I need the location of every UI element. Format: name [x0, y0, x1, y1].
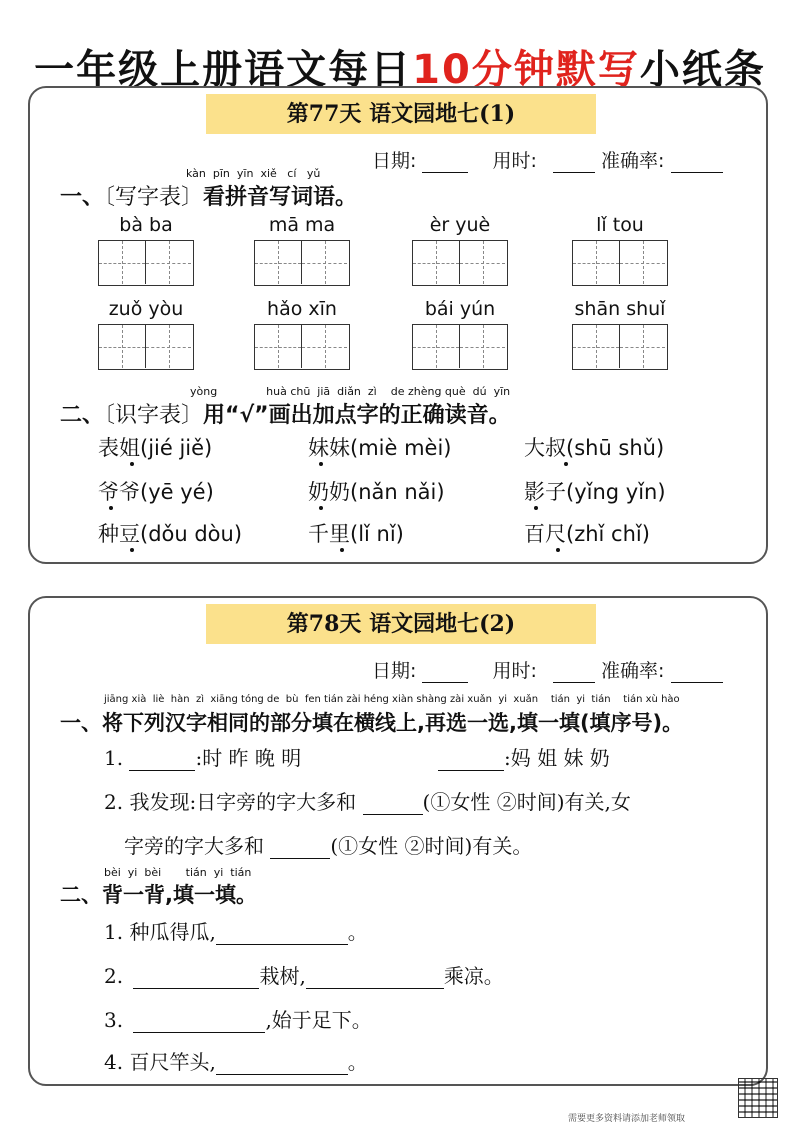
day78-meta-row	[372, 656, 723, 683]
answer-blank[interactable]	[133, 968, 259, 989]
reading-choice[interactable]: 千里(lǐ nǐ)	[308, 522, 404, 546]
word-pinyin: shān shuǐ	[574, 298, 666, 320]
word-grid[interactable]	[412, 324, 508, 370]
date-field[interactable]	[422, 662, 468, 683]
word-grid[interactable]	[572, 240, 668, 286]
word-pinyin: zuǒ yòu	[108, 298, 184, 320]
day77-section2-title: 二、〔识字表〕用“√”画出加点字的正确读音。	[60, 403, 511, 428]
time-field[interactable]	[553, 152, 595, 173]
recite-q3: 3. ,始于足下。	[104, 1008, 372, 1032]
emphasis-dot	[564, 462, 568, 466]
date-field[interactable]	[422, 152, 468, 173]
q1-row-right: :妈 姐 妹 奶	[438, 742, 610, 771]
answer-blank[interactable]	[133, 1012, 265, 1033]
word-grid[interactable]	[572, 324, 668, 370]
emphasis-dot	[130, 548, 134, 552]
title-prefix: 一年级上册语文每日	[34, 47, 413, 93]
day78-section1-title: 一、将下列汉字相同的部分填在横线上,再选一选,填一填(填序号)。	[60, 711, 684, 735]
word-grid[interactable]	[412, 240, 508, 286]
word-grid[interactable]	[98, 324, 194, 370]
title-suffix: 小纸条	[639, 47, 766, 93]
word-pinyin: bái yún	[424, 298, 496, 320]
day78-banner: 第78天 语文园地七(2)	[206, 604, 596, 644]
word-grid[interactable]	[98, 240, 194, 286]
section2-title-pinyin: bèi yi bèi tián yi tián	[104, 866, 252, 879]
accuracy-label: 准确率:	[601, 150, 665, 172]
reading-choice[interactable]: 影子(yǐng yǐn)	[524, 480, 666, 504]
day77-meta-row	[372, 146, 723, 173]
q2-row: 2. 我发现:日字旁的字大多和 (①女性 ②时间)有关,女	[104, 790, 631, 814]
answer-blank[interactable]	[216, 924, 348, 945]
day77-section1-title: 一、〔写字表〕看拼音写词语。	[60, 185, 358, 210]
word-pinyin: hǎo xīn	[267, 298, 337, 320]
section1-title-pinyin: kàn pīn yīn xiě cí yǔ	[186, 167, 321, 180]
reading-choice[interactable]: 妹妹(miè mèi)	[308, 436, 452, 460]
reading-choice[interactable]: 爷爷(yē yé)	[98, 480, 214, 504]
section2-title-pinyin: yòng huà chū jiā diǎn zì de zhèng què dú yīn	[190, 385, 511, 398]
time-label: 用时:	[492, 660, 537, 682]
emphasis-dot	[340, 548, 344, 552]
answer-blank[interactable]	[438, 750, 504, 771]
word-pinyin: bà ba	[119, 214, 173, 236]
answer-blank[interactable]	[270, 838, 330, 859]
recite-q2: 2. 栽树, 乘凉。	[104, 964, 504, 988]
reading-choice[interactable]: 种豆(dǒu dòu)	[98, 522, 243, 546]
day78-section2-title: 二、背一背,填一填。	[60, 883, 257, 907]
answer-blank[interactable]	[306, 968, 444, 989]
reading-choice[interactable]: 奶奶(nǎn nǎi)	[308, 480, 445, 504]
emphasis-dot	[109, 506, 113, 510]
emphasis-dot	[534, 506, 538, 510]
date-label: 日期:	[372, 660, 417, 682]
word-pinyin: èr yuè	[429, 214, 491, 236]
accuracy-label: 准确率:	[601, 660, 665, 682]
q1-row: 1. :时 昨 晚 明	[104, 746, 302, 770]
emphasis-dot	[556, 548, 560, 552]
date-label: 日期:	[372, 150, 417, 172]
answer-blank[interactable]	[363, 794, 423, 815]
word-pinyin: mā ma	[268, 214, 336, 236]
q2-row-cont: 字旁的字大多和 (①女性 ②时间)有关。	[124, 834, 533, 858]
reading-choice[interactable]: 大叔(shū shǔ)	[524, 436, 665, 460]
day77-banner: 第77天 语文园地七(1)	[206, 94, 596, 134]
time-label: 用时:	[492, 150, 537, 172]
footer-note: 需要更多资料请添加老师领取	[568, 1114, 686, 1124]
qr-code-icon	[738, 1078, 778, 1118]
answer-blank[interactable]	[129, 750, 195, 771]
word-grid[interactable]	[254, 324, 350, 370]
time-field[interactable]	[553, 662, 595, 683]
emphasis-dot	[319, 462, 323, 466]
section1-title-pinyin: jiāng xià liè hàn zì xiāng tóng de bù fen tián zài héng xiàn shàng zài xuǎn yi xuǎn tián yi tián tián xù hào	[104, 694, 680, 705]
reading-choice[interactable]: 表姐(jié jiě)	[98, 436, 213, 460]
recite-q1: 1. 种瓜得瓜, 。	[104, 920, 368, 944]
recite-q4: 4. 百尺竿头, 。	[104, 1050, 368, 1074]
reading-choice[interactable]: 百尺(zhǐ chǐ)	[524, 522, 650, 546]
title-highlight: 10分钟默写	[412, 47, 640, 93]
accuracy-field[interactable]	[671, 662, 723, 683]
word-pinyin: lǐ tou	[596, 214, 644, 236]
emphasis-dot	[319, 506, 323, 510]
emphasis-dot	[130, 462, 134, 466]
accuracy-field[interactable]	[671, 152, 723, 173]
word-grid[interactable]	[254, 240, 350, 286]
answer-blank[interactable]	[216, 1054, 348, 1075]
